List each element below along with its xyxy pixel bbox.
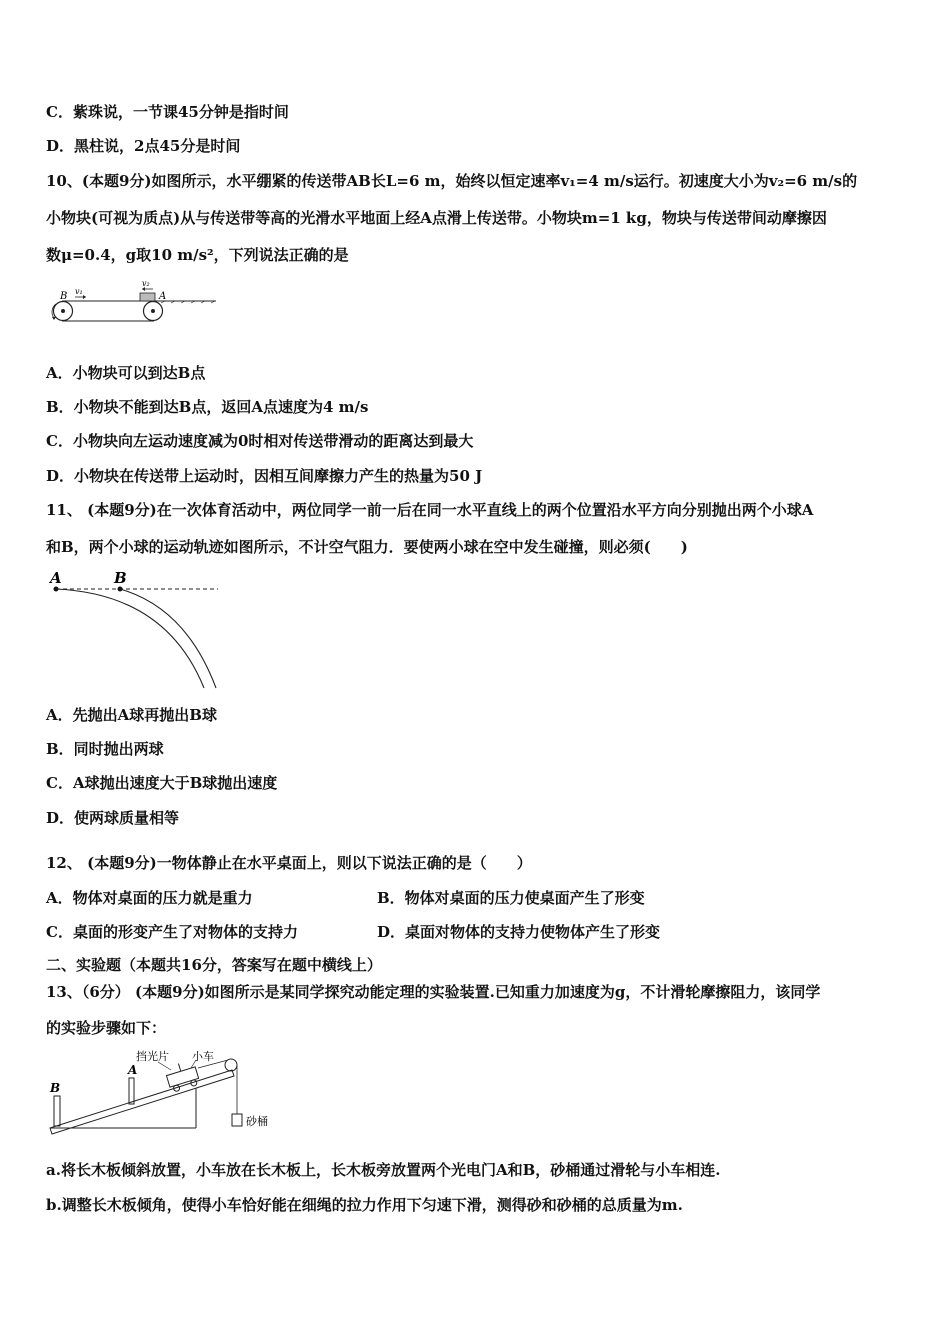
option-a-q12: A．物体对桌面的压力就是重力 <box>46 889 253 907</box>
label-b: B <box>50 1081 61 1095</box>
question-10-line3: 数μ=0.4，g取10 m/s²，下列说法正确的是 <box>46 246 349 264</box>
option-a-q10: A．小物块可以到达B点 <box>46 364 206 382</box>
question-11-line1: 11、 (本题9分)在一次体育活动中，两位同学一前一后在同一水平直线上的两个位置沿水平方向分别抛出两个小球A <box>46 501 814 519</box>
option-b-q12: B．物体对桌面的压力使桌面产生了形变 <box>377 889 645 907</box>
question-10-line1: 10、(本题9分)如图所示，水平绷紧的传送带AB长L=6 m，始终以恒定速率v₁=4 m/s运行。初速度大小为v₂=6 m/s的 <box>46 172 858 190</box>
label-a: A <box>128 1063 138 1077</box>
label-b: B <box>60 291 68 302</box>
option-c-q11: C．A球抛出速度大于B球抛出速度 <box>46 774 278 792</box>
option-d-q9: D．黑柱说，2点45分是时间 <box>46 137 241 155</box>
option-b-q11: B．同时抛出两球 <box>46 740 164 758</box>
step-a: a.将长木板倾斜放置，小车放在长木板上，长木板旁放置两个光电门A和B，砂桶通过滑轮与小车相连. <box>46 1161 721 1179</box>
trajectory-figure <box>46 568 226 697</box>
label-v1: v₁ <box>75 287 83 296</box>
option-d-q10: D．小物块在传送带上运动时，因相互间摩擦力产生的热量为50 J <box>46 467 483 485</box>
option-d-q12: D．桌面对物体的支持力使物体产生了形变 <box>377 923 661 941</box>
label-v2: v₂ <box>142 280 150 288</box>
label-cart: 小车 <box>192 1050 214 1063</box>
option-c-q9: C．紫珠说，一节课45分钟是指时间 <box>46 103 289 121</box>
question-13-line1: 13、（6分） (本题9分)如图所示是某同学探究动能定理的实验装置.已知重力加速度为g，不计滑轮摩擦阻力，该同学 <box>46 983 821 1001</box>
question-11-line2: 和B，两个小球的运动轨迹如图所示，不计空气阻力．要使两小球在空中发生碰撞，则必须( ) <box>46 538 688 556</box>
option-c-q12: C．桌面的形变产生了对物体的支持力 <box>46 923 298 941</box>
option-b-q10: B．小物块不能到达B点，返回A点速度为4 m/s <box>46 398 369 416</box>
question-10-line2: 小物块(可视为质点)从与传送带等高的光滑水平地面上经A点滑上传送带。小物块m=1 kg，物块与传送带间动摩擦因 <box>46 209 827 227</box>
conveyor-belt-figure <box>46 280 226 334</box>
step-b: b.调整长木板倾角，使得小车恰好能在细绳的拉力作用下匀速下滑，测得砂和砂桶的总质量为m. <box>46 1196 683 1214</box>
section-heading-experiment: 二、实验题（本题共16分，答案写在题中横线上） <box>46 956 382 974</box>
label-a: A <box>50 569 62 587</box>
label-b: B <box>114 569 127 587</box>
incline-experiment-figure <box>46 1048 286 1142</box>
option-c-q10: C．小物块向左运动速度减为0时相对传送带滑动的距离达到最大 <box>46 432 474 450</box>
question-12: 12、 (本题9分)一物体静止在水平桌面上，则以下说法正确的是（ ） <box>46 854 532 872</box>
option-a-q11: A．先抛出A球再抛出B球 <box>46 706 217 724</box>
label-bucket: 砂桶 <box>246 1115 268 1128</box>
label-a: A <box>159 291 167 302</box>
question-13-line2: 的实验步骤如下： <box>46 1019 167 1037</box>
label-shade: 挡光片 <box>136 1050 169 1063</box>
option-d-q11: D．使两球质量相等 <box>46 809 180 827</box>
